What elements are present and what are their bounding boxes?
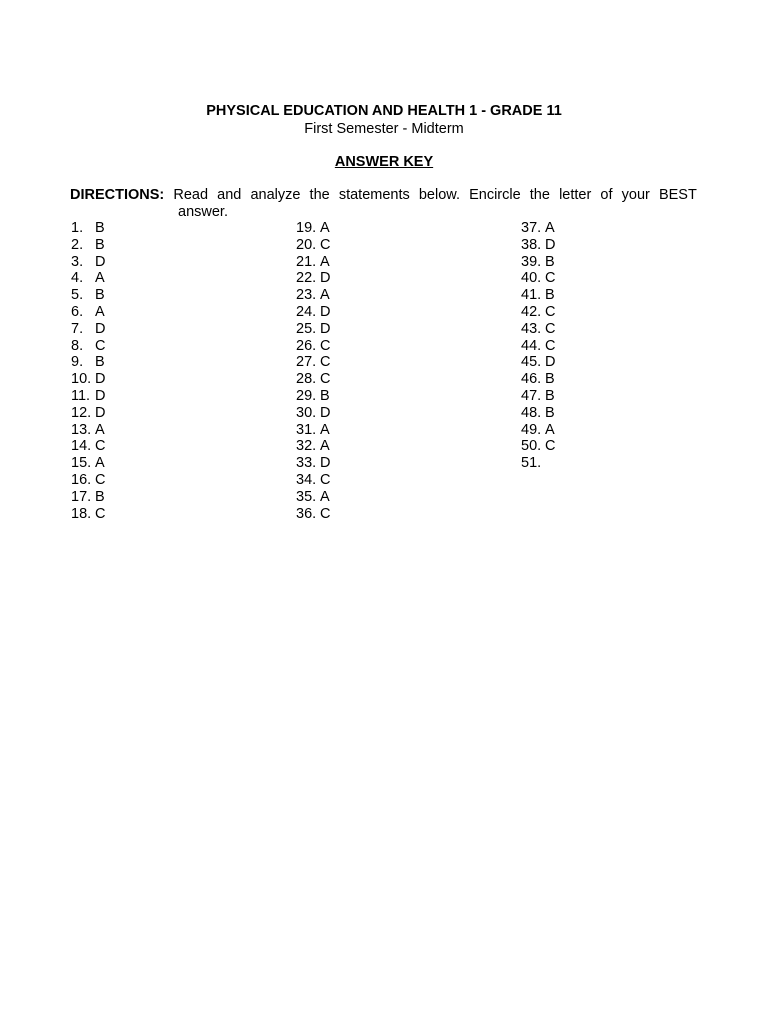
answer-letter: D bbox=[545, 354, 556, 371]
answer-number: 38. bbox=[521, 236, 542, 253]
document-title: PHYSICAL EDUCATION AND HEALTH 1 - GRADE 11 bbox=[206, 103, 562, 119]
answer-letter: A bbox=[95, 303, 105, 320]
answer-item bbox=[71, 489, 271, 506]
answer-letter: D bbox=[95, 320, 106, 337]
answer-item bbox=[71, 270, 271, 287]
answer-number: 37. bbox=[521, 220, 542, 236]
answer-item bbox=[521, 321, 721, 338]
answer-item bbox=[71, 338, 271, 355]
answer-item bbox=[296, 287, 496, 304]
answer-number: 29. bbox=[296, 387, 317, 404]
answer-letter: A bbox=[545, 421, 555, 438]
answer-number: 45. bbox=[521, 354, 542, 371]
answer-letter: D bbox=[95, 404, 106, 421]
answer-number: 22. bbox=[296, 270, 317, 287]
answer-item bbox=[521, 354, 721, 371]
answer-number: 9. bbox=[71, 354, 84, 371]
answer-letter: A bbox=[95, 421, 105, 438]
answer-item bbox=[521, 405, 721, 422]
answer-item bbox=[71, 354, 271, 371]
answer-item bbox=[71, 321, 271, 338]
answer-key-heading: ANSWER KEY bbox=[334, 154, 434, 170]
answer-item bbox=[71, 472, 271, 489]
answer-letter: B bbox=[545, 253, 555, 270]
answer-number: 3. bbox=[71, 253, 84, 270]
answer-letter: B bbox=[95, 488, 105, 505]
answer-letter: B bbox=[320, 387, 330, 404]
answer-number: 19. bbox=[296, 220, 317, 236]
answer-item bbox=[296, 438, 496, 455]
answer-letter: C bbox=[95, 438, 106, 455]
answer-number: 1. bbox=[71, 220, 84, 236]
answer-number: 50. bbox=[521, 438, 542, 455]
answer-item bbox=[71, 287, 271, 304]
answer-item bbox=[521, 455, 721, 472]
answer-item bbox=[296, 489, 496, 506]
answer-number: 6. bbox=[71, 303, 84, 320]
answer-item bbox=[296, 220, 496, 237]
answer-number: 5. bbox=[71, 287, 84, 304]
answer-item bbox=[296, 354, 496, 371]
answer-number: 11. bbox=[71, 387, 91, 404]
answer-item bbox=[71, 506, 271, 523]
answer-letter: C bbox=[545, 270, 556, 287]
directions-word: of bbox=[600, 187, 613, 203]
answer-letter: D bbox=[95, 387, 106, 404]
directions-word: BEST bbox=[658, 187, 697, 203]
document-subtitle: First Semester - Midterm bbox=[304, 121, 464, 137]
answer-letter: D bbox=[320, 320, 331, 337]
answer-number: 28. bbox=[296, 371, 317, 388]
directions-word: below. bbox=[418, 187, 460, 203]
answer-number: 48. bbox=[521, 404, 542, 421]
answer-letter: B bbox=[545, 387, 555, 404]
answer-number: 36. bbox=[296, 505, 317, 522]
answer-number: 46. bbox=[521, 371, 542, 388]
answer-number: 24. bbox=[296, 303, 317, 320]
answer-letter: D bbox=[545, 236, 556, 253]
answer-column-2 bbox=[296, 220, 496, 522]
answer-item bbox=[296, 321, 496, 338]
answer-letter: B bbox=[95, 236, 105, 253]
answer-number: 43. bbox=[521, 320, 542, 337]
answer-number: 17. bbox=[71, 488, 92, 505]
answer-number: 14. bbox=[71, 438, 92, 455]
answer-letter: A bbox=[320, 488, 330, 505]
answer-item bbox=[521, 438, 721, 455]
answer-number: 32. bbox=[296, 438, 317, 455]
answer-item bbox=[296, 388, 496, 405]
answer-number: 12. bbox=[71, 404, 92, 421]
answer-item bbox=[296, 270, 496, 287]
answer-item bbox=[71, 254, 271, 271]
answer-item bbox=[71, 388, 271, 405]
answer-number: 23. bbox=[296, 287, 317, 304]
answer-item bbox=[296, 237, 496, 254]
answer-letter: D bbox=[320, 303, 331, 320]
answer-item bbox=[521, 371, 721, 388]
answer-number: 31. bbox=[296, 421, 317, 438]
answer-letter: B bbox=[545, 287, 555, 304]
answer-item bbox=[521, 287, 721, 304]
answer-item bbox=[71, 220, 271, 237]
answer-letter: A bbox=[95, 455, 105, 472]
answer-number: 2. bbox=[71, 236, 84, 253]
answer-number: 4. bbox=[71, 270, 84, 287]
answer-letter: B bbox=[95, 287, 105, 304]
directions-word: and bbox=[217, 187, 242, 203]
answer-number: 51. bbox=[521, 455, 542, 472]
answer-item bbox=[296, 254, 496, 271]
answer-letter: A bbox=[320, 287, 330, 304]
answer-item bbox=[296, 371, 496, 388]
answer-item bbox=[296, 455, 496, 472]
answer-number: 26. bbox=[296, 337, 317, 354]
answer-item bbox=[521, 304, 721, 321]
answer-letter: C bbox=[320, 471, 331, 488]
answer-letter: C bbox=[320, 236, 331, 253]
directions-word: analyze bbox=[250, 187, 301, 203]
directions-line-2: answer. bbox=[178, 204, 228, 220]
answer-number: 39. bbox=[521, 253, 542, 270]
answer-number: 47. bbox=[521, 387, 542, 404]
answer-item bbox=[521, 270, 721, 287]
answer-letter: B bbox=[95, 354, 105, 371]
answer-item bbox=[71, 455, 271, 472]
answer-number: 7. bbox=[71, 320, 84, 337]
answer-letter: C bbox=[545, 337, 556, 354]
answer-number: 49. bbox=[521, 421, 542, 438]
answer-number: 42. bbox=[521, 303, 542, 320]
answer-number: 44. bbox=[521, 337, 542, 354]
answer-item bbox=[296, 506, 496, 523]
directions-word: letter bbox=[559, 187, 592, 203]
answer-letter: B bbox=[545, 371, 555, 388]
answer-item bbox=[296, 338, 496, 355]
answer-number: 15. bbox=[71, 455, 92, 472]
answer-letter: C bbox=[320, 371, 331, 388]
answer-letter: A bbox=[95, 270, 105, 287]
answer-column-3 bbox=[521, 220, 721, 472]
answer-letter: C bbox=[320, 505, 331, 522]
directions-word: statements bbox=[338, 187, 410, 203]
answer-item bbox=[296, 304, 496, 321]
answer-letter: A bbox=[320, 253, 330, 270]
directions-word: Encircle bbox=[469, 187, 521, 203]
answer-number: 35. bbox=[296, 488, 317, 505]
answer-letter: C bbox=[545, 303, 556, 320]
answer-item bbox=[296, 472, 496, 489]
answer-letter: B bbox=[545, 404, 555, 421]
answer-item bbox=[71, 304, 271, 321]
answer-item bbox=[521, 254, 721, 271]
answer-number: 33. bbox=[296, 455, 317, 472]
answer-item bbox=[296, 405, 496, 422]
answer-item bbox=[521, 220, 721, 237]
answer-item bbox=[71, 438, 271, 455]
answer-number: 16. bbox=[71, 471, 92, 488]
answer-number: 34. bbox=[296, 471, 317, 488]
answer-item bbox=[296, 422, 496, 439]
answer-number: 30. bbox=[296, 404, 317, 421]
answer-letter: D bbox=[320, 270, 331, 287]
answer-letter: A bbox=[320, 220, 330, 236]
directions-word: the bbox=[529, 187, 550, 203]
answer-letter: C bbox=[95, 471, 106, 488]
answer-letter: C bbox=[95, 505, 106, 522]
answer-letter: C bbox=[545, 438, 556, 455]
answer-item bbox=[71, 422, 271, 439]
answer-number: 27. bbox=[296, 354, 317, 371]
answer-number: 40. bbox=[521, 270, 542, 287]
answer-item bbox=[71, 371, 271, 388]
directions-word: Read bbox=[173, 187, 209, 203]
answer-letter: D bbox=[320, 404, 331, 421]
answer-letter: C bbox=[320, 337, 331, 354]
answer-number: 20. bbox=[296, 236, 317, 253]
answer-number: 10. bbox=[71, 371, 92, 388]
answer-item bbox=[521, 422, 721, 439]
answer-letter: C bbox=[545, 320, 556, 337]
answer-item bbox=[521, 388, 721, 405]
answer-letter: A bbox=[545, 220, 555, 236]
answer-letter: D bbox=[95, 371, 106, 388]
answer-number: 21. bbox=[296, 253, 317, 270]
answer-number: 13. bbox=[71, 421, 92, 438]
answer-number: 25. bbox=[296, 320, 317, 337]
directions-label: DIRECTIONS: bbox=[70, 187, 165, 203]
answer-letter: A bbox=[320, 421, 330, 438]
answer-item bbox=[521, 338, 721, 355]
answer-letter: A bbox=[320, 438, 330, 455]
answer-letter: C bbox=[95, 337, 106, 354]
answer-letter: D bbox=[95, 253, 106, 270]
answer-letter: D bbox=[320, 455, 331, 472]
answer-item bbox=[521, 237, 721, 254]
directions-block bbox=[70, 187, 697, 221]
directions-word: the bbox=[309, 187, 330, 203]
answer-column-1 bbox=[71, 220, 271, 522]
answer-number: 41. bbox=[521, 287, 542, 304]
answer-letter: B bbox=[95, 220, 105, 236]
answer-item bbox=[71, 405, 271, 422]
directions-line-1 bbox=[70, 187, 697, 204]
directions-word: your bbox=[621, 187, 650, 203]
answer-number: 8. bbox=[71, 337, 84, 354]
answer-item bbox=[71, 237, 271, 254]
answer-number: 18. bbox=[71, 505, 92, 522]
answer-letter: C bbox=[320, 354, 331, 371]
